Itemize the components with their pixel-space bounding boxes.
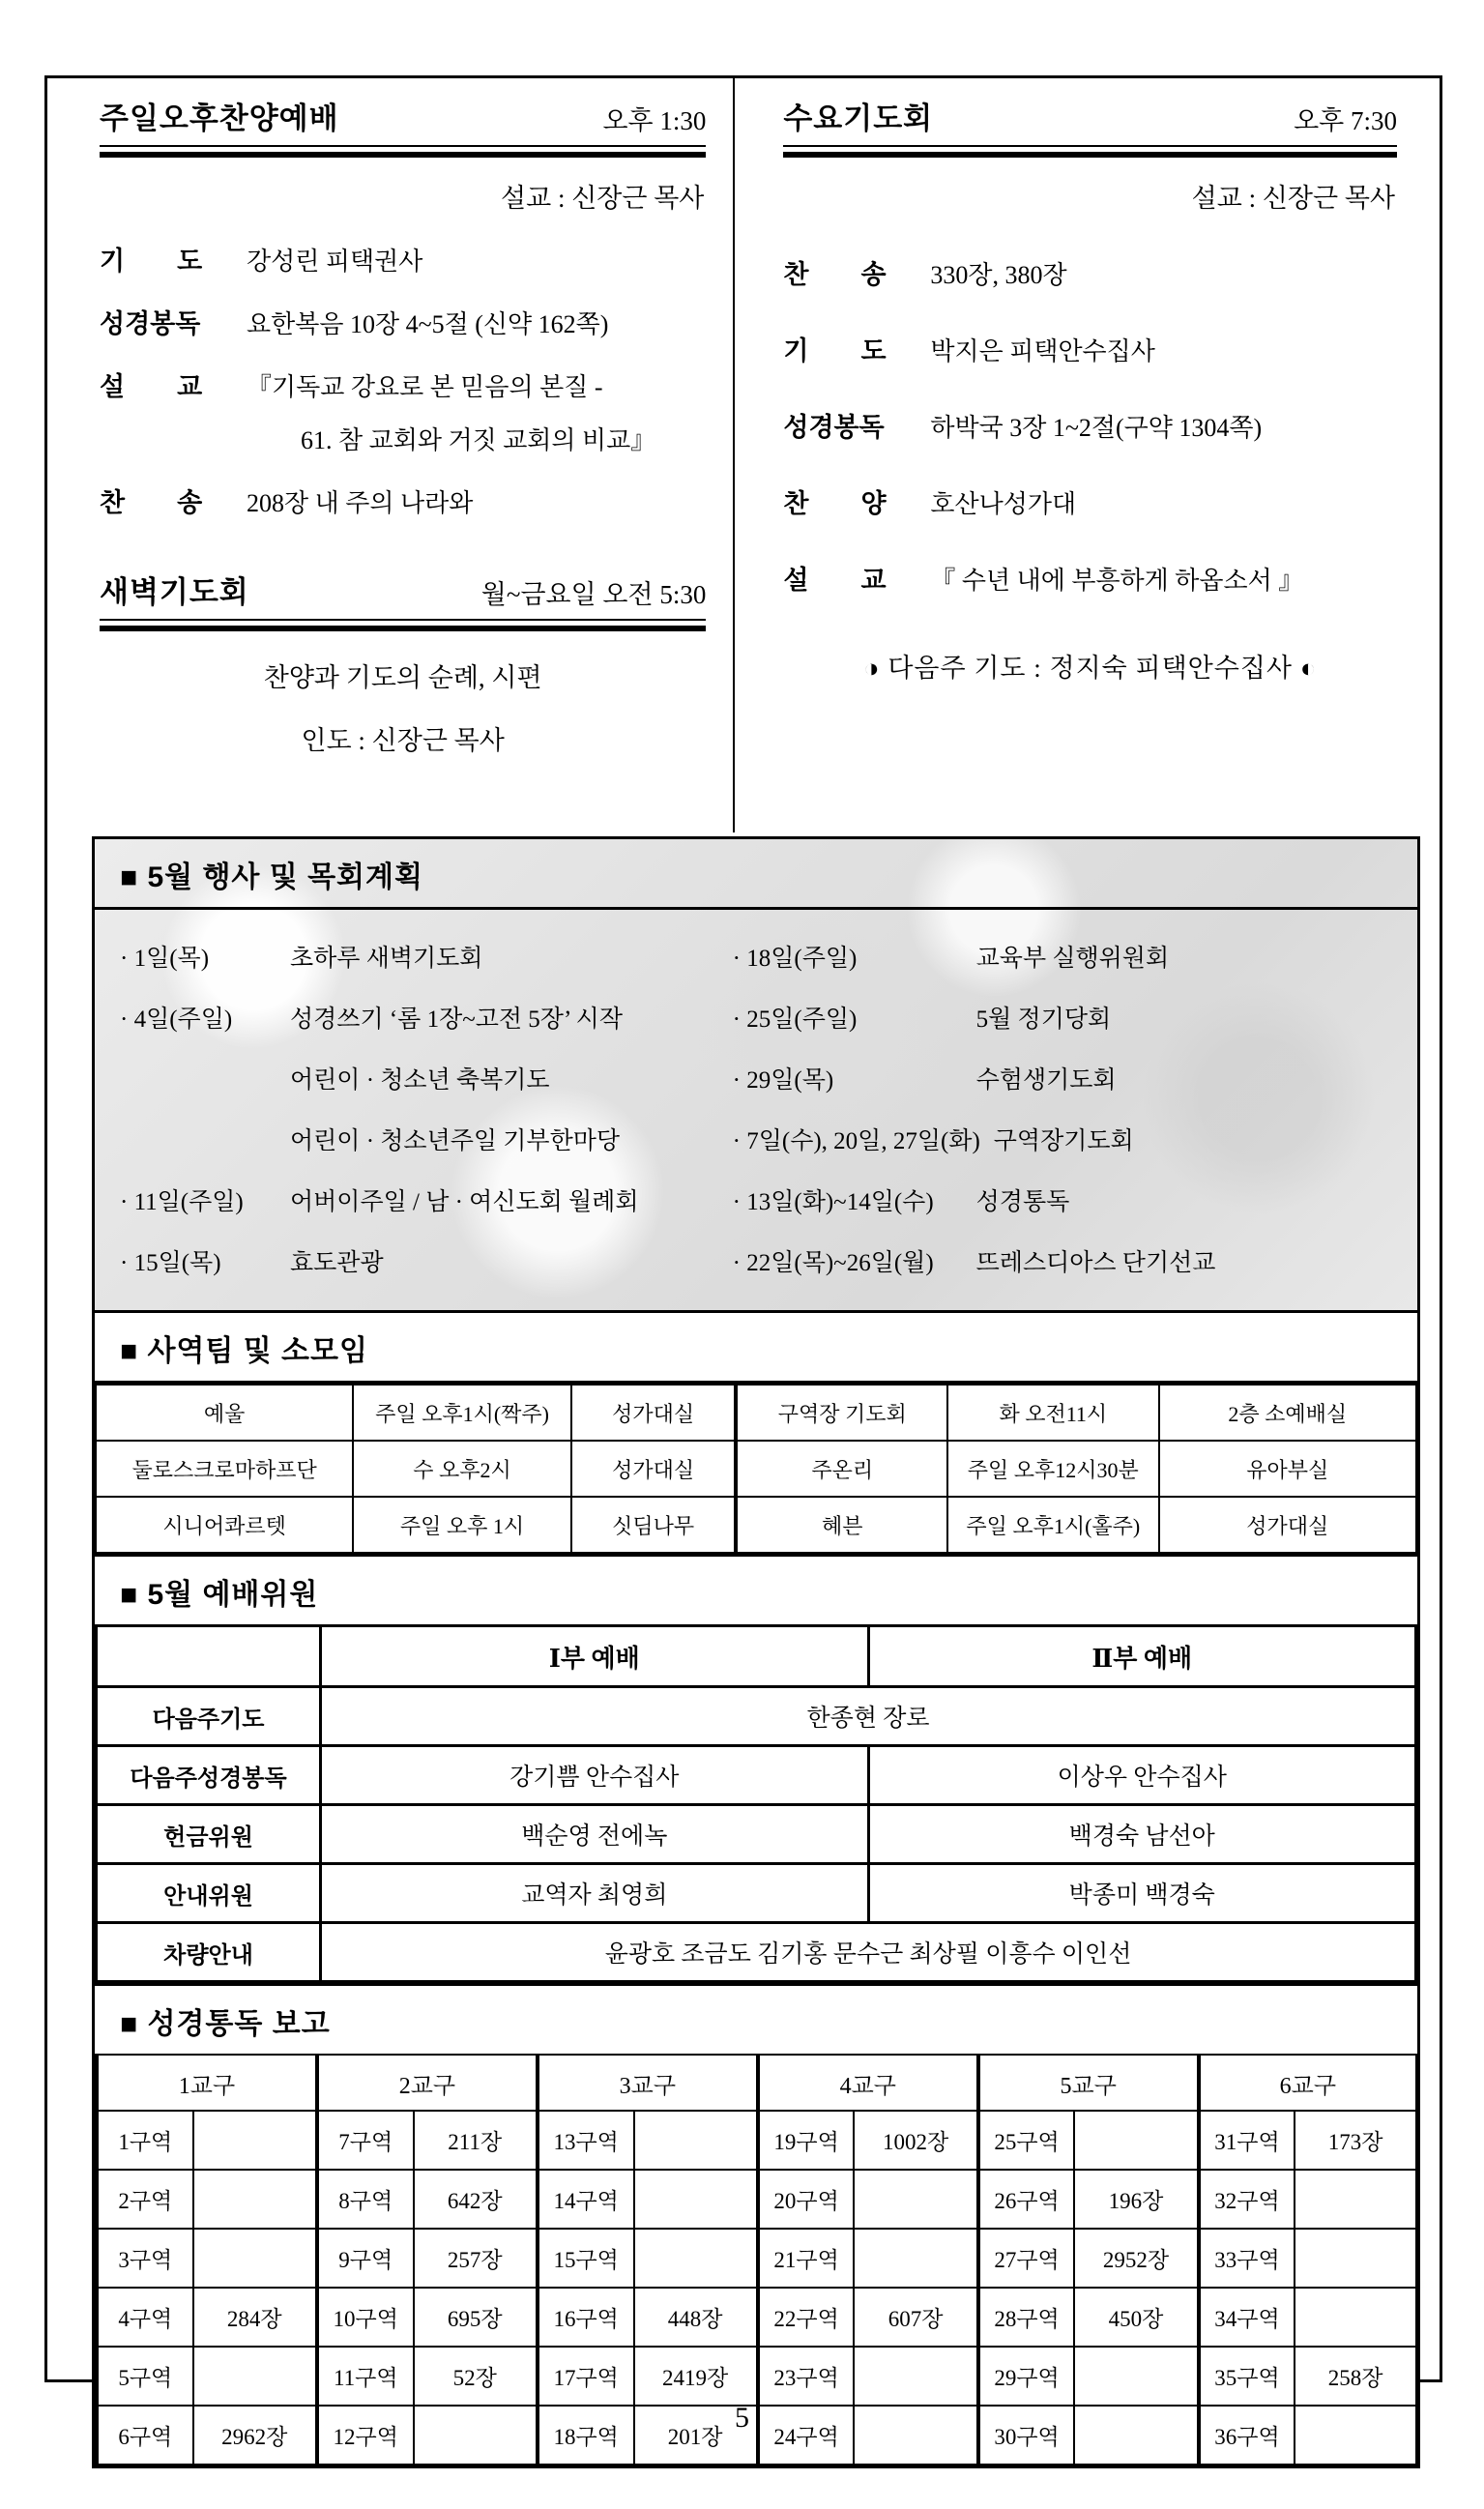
cell: 17구역	[538, 2347, 634, 2406]
team-name: 주온리	[736, 1441, 947, 1497]
wednesday-preacher-line: 설교 : 신장근 목사	[1191, 184, 1395, 213]
bible-reading-section	[92, 1983, 1420, 2468]
item-text: 『기독교 강요로 본 믿음의 본질 -	[247, 373, 603, 401]
event-date: · 29일(목)	[732, 1066, 834, 1094]
may-events-section	[92, 836, 1420, 1313]
table-row	[97, 1687, 1416, 1746]
cell: 8구역	[317, 2170, 414, 2229]
district-header: 6교구	[1199, 2055, 1416, 2111]
cell: 695장	[414, 2288, 538, 2347]
cell: 201장	[634, 2406, 758, 2465]
cell: 642장	[414, 2170, 538, 2229]
may-events-body	[95, 910, 1417, 1310]
cell	[854, 2229, 977, 2288]
cell: 31구역	[1199, 2111, 1295, 2170]
team-time: 주일 오후 1시	[353, 1497, 570, 1553]
cell: 2952장	[1074, 2229, 1198, 2288]
item-label: 기 도	[100, 247, 203, 276]
event-desc: 어린이 · 청소년 축복기도	[290, 1066, 550, 1094]
cell: 32구역	[1199, 2170, 1295, 2229]
item-label: 찬 송	[100, 488, 203, 517]
cell	[193, 2229, 317, 2288]
event-desc: 효도관광	[290, 1249, 384, 1276]
afternoon-service-header	[100, 94, 706, 137]
item-label: 설 교	[783, 566, 887, 595]
service-item	[100, 303, 706, 340]
service-item	[783, 253, 1397, 291]
cell: 20구역	[758, 2170, 855, 2229]
cell: 1구역	[97, 2111, 193, 2170]
event-desc: 뜨레스디아스 단기선교	[975, 1249, 1216, 1276]
afternoon-service-time: 오후 1:30	[602, 106, 707, 135]
table-row	[96, 1385, 1416, 1441]
cell	[193, 2170, 317, 2229]
event-desc: 성경쓰기 ‘롬 1장~고전 5장’ 시작	[290, 1006, 623, 1033]
service2-cell: 박종미 백경숙	[868, 1864, 1415, 1923]
cell: 36구역	[1199, 2406, 1295, 2465]
service2-header: Ⅱ부 예배	[868, 1626, 1415, 1687]
team-name: 예울	[96, 1385, 353, 1441]
cell: 7구역	[317, 2111, 414, 2170]
item-label: 찬 양	[783, 489, 887, 518]
table-row	[97, 2288, 1416, 2347]
service-item	[783, 406, 1397, 444]
worship-committee-table	[95, 1624, 1417, 1983]
table-row	[97, 2055, 1416, 2111]
cell: 12구역	[317, 2406, 414, 2465]
event-row	[120, 1169, 733, 1230]
cell: 23구역	[758, 2347, 855, 2406]
cell	[634, 2170, 758, 2229]
page-frame	[44, 75, 1442, 2449]
afternoon-service-section	[47, 78, 735, 832]
cell: 258장	[1295, 2347, 1416, 2406]
event-row	[733, 1108, 1410, 1169]
row-label: 헌금위원	[97, 1805, 321, 1864]
dawn-prayer-section	[100, 568, 706, 757]
item-label: 성경봉독	[783, 413, 885, 442]
double-rule	[100, 619, 706, 631]
next-week-prayer-line: ◑ 다음주 기도 : 정지숙 피택안수집사 ◐	[863, 654, 1318, 683]
event-desc: 구역장기도회	[993, 1127, 1134, 1154]
table-row	[96, 1441, 1416, 1497]
page-number: 5	[735, 2402, 749, 2434]
service-item	[100, 365, 706, 403]
item-text: 박지은 피택안수집사	[930, 337, 1155, 365]
team-place: 싯딤나무	[571, 1497, 737, 1553]
table-row	[97, 1746, 1416, 1805]
team-place: 2층 소예배실	[1159, 1385, 1416, 1441]
district-header: 2교구	[317, 2055, 538, 2111]
event-row	[733, 1169, 1410, 1230]
item-label: 기 도	[783, 336, 887, 365]
team-name: 혜븐	[736, 1497, 947, 1553]
table-row	[97, 1805, 1416, 1864]
cell: 19구역	[758, 2111, 855, 2170]
worship-committee-title: ■ 5월 예배위원	[120, 1579, 319, 1611]
cell: 5구역	[97, 2347, 193, 2406]
event-date: · 4일(주일)	[120, 1006, 233, 1033]
event-date: · 22일(목)~26일(월)	[732, 1249, 934, 1276]
table-row	[97, 2229, 1416, 2288]
cell: 10구역	[317, 2288, 414, 2347]
may-events-title: ■ 5월 행사 및 목회계획	[95, 839, 1417, 910]
cell	[1295, 2288, 1416, 2347]
cell: 2962장	[193, 2406, 317, 2465]
item-text: 208장 내 주의 나라와	[247, 489, 474, 517]
events-left-column	[120, 925, 733, 1291]
item-label: 찬 송	[783, 260, 887, 289]
cell: 28구역	[978, 2288, 1075, 2347]
dawn-prayer-title: 새벽기도회	[100, 575, 249, 609]
event-row	[120, 1230, 733, 1291]
service-item	[100, 481, 706, 519]
cell: 33구역	[1199, 2229, 1295, 2288]
cell: 21구역	[758, 2229, 855, 2288]
event-row	[733, 1230, 1410, 1291]
cell: 35구역	[1199, 2347, 1295, 2406]
cell: 26구역	[978, 2170, 1075, 2229]
row-label: 안내위원	[97, 1864, 321, 1923]
service-columns	[47, 78, 1440, 832]
cell: 9구역	[317, 2229, 414, 2288]
item-text: 요한복음 10장 4~5절 (신약 162쪽)	[247, 310, 609, 338]
event-desc: 교육부 실행위원회	[975, 945, 1170, 972]
table-row	[97, 2170, 1416, 2229]
service-item	[100, 240, 706, 277]
team-time: 주일 오후1시(홀주)	[947, 1497, 1159, 1553]
event-desc: 성경통독	[975, 1188, 1070, 1215]
bible-reading-title: ■ 성경통독 보고	[120, 2008, 331, 2040]
table-row	[97, 2347, 1416, 2406]
item-text: 하박국 3장 1~2절(구약 1304쪽)	[930, 414, 1263, 442]
cell: 6구역	[97, 2406, 193, 2465]
row-label: 다음주기도	[97, 1687, 321, 1746]
team-name: 둘로스크로마하프단	[96, 1441, 353, 1497]
teams-section	[92, 1310, 1420, 1557]
event-row	[733, 925, 1410, 986]
cell: 448장	[634, 2288, 758, 2347]
event-desc: 어버이주일 / 남 · 여신도회 월례회	[290, 1188, 639, 1215]
cell: 14구역	[538, 2170, 634, 2229]
item-text: 호산나성가대	[930, 490, 1077, 518]
event-date: · 13일(화)~14일(수)	[732, 1188, 934, 1215]
cell: 196장	[1074, 2170, 1198, 2229]
team-time: 수 오후2시	[353, 1441, 570, 1497]
dawn-prayer-time: 월~금요일 오전 5:30	[480, 580, 707, 609]
teams-table	[95, 1384, 1417, 1554]
cell: 15구역	[538, 2229, 634, 2288]
service-item	[783, 482, 1397, 520]
event-date: · 1일(목)	[120, 945, 210, 972]
cell	[634, 2111, 758, 2170]
team-place: 성가대실	[1159, 1497, 1416, 1553]
cell: 3구역	[97, 2229, 193, 2288]
district-header: 4교구	[758, 2055, 978, 2111]
cell: 18구역	[538, 2406, 634, 2465]
cell: 24구역	[758, 2406, 855, 2465]
merged-cell: 한종현 장로	[321, 1687, 1416, 1746]
boxed-sections	[92, 836, 1420, 2468]
cell: 1002장	[854, 2111, 977, 2170]
event-row	[120, 986, 733, 1047]
wednesday-service-time: 오후 7:30	[1294, 106, 1397, 135]
dawn-line1: 찬양과 기도의 순례, 시편	[263, 663, 542, 692]
item-text: 330장, 380장	[930, 261, 1067, 289]
table-row	[96, 1497, 1416, 1553]
cell: 16구역	[538, 2288, 634, 2347]
event-desc: 수험생기도회	[975, 1066, 1117, 1094]
service1-header: Ⅰ부 예배	[321, 1626, 868, 1687]
team-place: 유아부실	[1159, 1441, 1416, 1497]
cell: 52장	[414, 2347, 538, 2406]
cell	[854, 2170, 977, 2229]
table-row	[97, 2111, 1416, 2170]
event-desc: 초하루 새벽기도회	[290, 945, 483, 972]
cell: 27구역	[978, 2229, 1075, 2288]
district-header: 5교구	[978, 2055, 1199, 2111]
event-date: · 7일(수), 20일, 27일(화)	[732, 1127, 980, 1154]
team-time: 주일 오후1시(짝주)	[353, 1385, 570, 1441]
cell	[1295, 2170, 1416, 2229]
cell	[854, 2347, 977, 2406]
team-time: 화 오전11시	[947, 1385, 1159, 1441]
cell: 22구역	[758, 2288, 855, 2347]
teams-title: ■ 사역팀 및 소모임	[95, 1313, 1417, 1384]
team-time: 주일 오후12시30분	[947, 1441, 1159, 1497]
cell: 211장	[414, 2111, 538, 2170]
cell: 4구역	[97, 2288, 193, 2347]
table-row	[97, 1626, 1416, 1687]
cell: 2419장	[634, 2347, 758, 2406]
afternoon-service-title: 주일오후찬양예배	[100, 102, 339, 135]
service-item	[783, 559, 1397, 597]
event-row	[120, 1108, 733, 1169]
cell: 607장	[854, 2288, 977, 2347]
row-label: 다음주성경봉독	[97, 1746, 321, 1805]
team-name: 시니어콰르텟	[96, 1497, 353, 1553]
double-rule	[783, 145, 1397, 158]
cell: 13구역	[538, 2111, 634, 2170]
cell: 29구역	[978, 2347, 1075, 2406]
service1-cell: 백순영 전에녹	[321, 1805, 868, 1864]
item-text: 강성린 피택권사	[247, 248, 423, 276]
team-place: 성가대실	[571, 1385, 737, 1441]
sermon-title-line2: 61. 참 교회와 거짓 교회의 비교』	[301, 426, 656, 454]
team-name: 구역장 기도회	[736, 1385, 947, 1441]
cell: 173장	[1295, 2111, 1416, 2170]
district-header: 3교구	[538, 2055, 758, 2111]
dawn-line2: 인도 : 신장근 목사	[301, 726, 505, 755]
item-label: 설 교	[100, 372, 203, 401]
item-text: 『 수년 내에 부흥하게 하옵소서 』	[930, 567, 1304, 595]
row-label: 차량안내	[97, 1923, 321, 1982]
event-date: · 25일(주일)	[732, 1006, 858, 1033]
cell: 257장	[414, 2229, 538, 2288]
event-date: · 18일(주일)	[732, 945, 858, 972]
item-label: 성경봉독	[100, 309, 201, 338]
wednesday-service-title: 수요기도회	[783, 102, 934, 135]
cell	[1074, 2347, 1198, 2406]
cell: 30구역	[978, 2406, 1075, 2465]
team-place: 성가대실	[571, 1441, 737, 1497]
service1-cell: 교역자 최영희	[321, 1864, 868, 1923]
events-right-column	[733, 925, 1410, 1291]
cell: 2구역	[97, 2170, 193, 2229]
event-desc: 어린이 · 청소년주일 기부한마당	[290, 1127, 621, 1154]
event-desc: 5월 정기당회	[975, 1006, 1112, 1033]
cell: 11구역	[317, 2347, 414, 2406]
cell	[193, 2347, 317, 2406]
table-row	[97, 1864, 1416, 1923]
event-row	[120, 925, 733, 986]
event-date: · 11일(주일)	[120, 1188, 244, 1215]
table-row	[97, 1923, 1416, 1982]
cell: 284장	[193, 2288, 317, 2347]
cell: 34구역	[1199, 2288, 1295, 2347]
event-row	[120, 1047, 733, 1108]
double-rule	[100, 145, 706, 158]
service2-cell: 백경숙 남선아	[868, 1805, 1415, 1864]
service2-cell: 이상우 안수집사	[868, 1746, 1415, 1805]
dawn-prayer-header	[100, 568, 706, 611]
event-row	[733, 1047, 1410, 1108]
worship-committee-section	[92, 1554, 1420, 1986]
district-header: 1교구	[97, 2055, 317, 2111]
cell	[1295, 2229, 1416, 2288]
cell	[634, 2229, 758, 2288]
wednesday-service-header	[783, 94, 1397, 137]
corner-cell	[97, 1626, 321, 1687]
cell: 25구역	[978, 2111, 1075, 2170]
cell: 450장	[1074, 2288, 1198, 2347]
wednesday-service-section	[735, 78, 1440, 832]
service1-cell: 강기쁨 안수집사	[321, 1746, 868, 1805]
merged-cell: 윤광호 조금도 김기홍 문수근 최상필 이흥수 이인선	[321, 1923, 1416, 1982]
event-date: · 15일(목)	[120, 1249, 221, 1276]
service-item	[783, 330, 1397, 367]
event-row	[733, 986, 1410, 1047]
cell	[193, 2111, 317, 2170]
afternoon-preacher-line: 설교 : 신장근 목사	[501, 184, 705, 213]
cell	[1074, 2111, 1198, 2170]
